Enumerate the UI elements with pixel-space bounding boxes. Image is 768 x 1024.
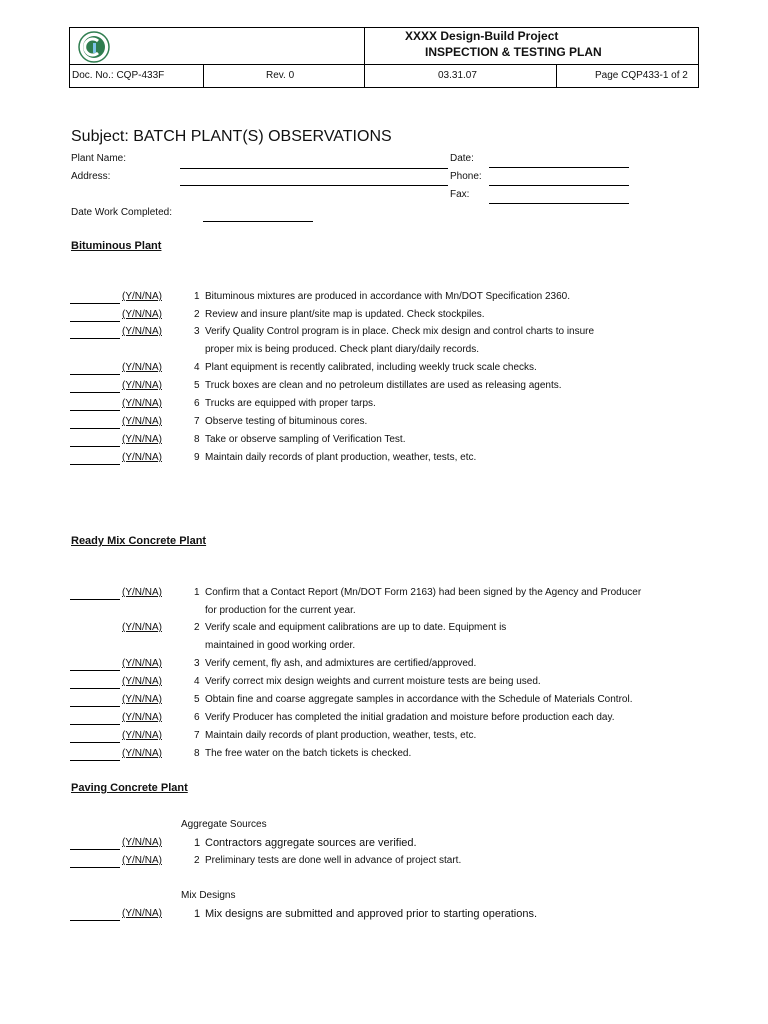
item-number: 2	[194, 622, 200, 633]
address-label: Address:	[71, 171, 111, 182]
item-text: Review and insure plant/site map is updated. Check stockpiles.	[205, 309, 485, 320]
item-number: 3	[194, 658, 200, 669]
response-blank[interactable]	[70, 428, 120, 429]
item-number: 4	[194, 676, 200, 687]
response-blank[interactable]	[70, 392, 120, 393]
item-number: 5	[194, 380, 200, 391]
aggregate-sources-heading: Aggregate Sources	[181, 819, 267, 830]
yes-no-na-option[interactable]: (Y/N/NA)	[122, 622, 162, 633]
item-text: Plant equipment is recently calibrated, including weekly truck scale checks.	[205, 362, 537, 373]
item-number: 8	[194, 748, 200, 759]
plan-title: INSPECTION & TESTING PLAN	[425, 45, 602, 59]
plant-name-field[interactable]	[180, 168, 448, 169]
plant-name-label: Plant Name:	[71, 153, 127, 164]
date-work-completed-label: Date Work Completed:	[71, 207, 172, 218]
item-text: Confirm that a Contact Report (Mn/DOT Form 2163) had been signed by the Agency and Producer	[205, 587, 642, 598]
date-label: Date:	[450, 153, 474, 164]
item-text: Trucks are equipped with proper tarps.	[205, 398, 376, 409]
item-number: 5	[194, 694, 200, 705]
item-text: Observe testing of bituminous cores.	[205, 416, 368, 427]
yes-no-na-option[interactable]: (Y/N/NA)	[122, 712, 162, 723]
revision: Rev. 0	[266, 70, 295, 81]
yes-no-na-option[interactable]: (Y/N/NA)	[122, 291, 162, 302]
item-text: Bituminous mixtures are produced in accordance with Mn/DOT Specification 2360.	[205, 291, 570, 302]
item-number: 4	[194, 362, 200, 373]
response-blank[interactable]	[70, 321, 120, 322]
item-number: 1	[194, 291, 200, 302]
item-text: Verify correct mix design weights and current moisture tests are being used.	[205, 676, 541, 687]
yes-no-na-option[interactable]: (Y/N/NA)	[122, 362, 162, 373]
yes-no-na-option[interactable]: (Y/N/NA)	[122, 416, 162, 427]
yes-no-na-option[interactable]: (Y/N/NA)	[122, 908, 162, 919]
yes-no-na-option[interactable]: (Y/N/NA)	[122, 694, 162, 705]
response-blank[interactable]	[70, 688, 120, 689]
item-text: Mix designs are submitted and approved prior to starting operations.	[205, 908, 538, 920]
yes-no-na-option[interactable]: (Y/N/NA)	[122, 434, 162, 445]
item-text-continued: maintained in good working order.	[205, 640, 356, 651]
yes-no-na-option[interactable]: (Y/N/NA)	[122, 309, 162, 320]
item-number: 6	[194, 712, 200, 723]
fax-label: Fax:	[450, 189, 470, 200]
paving-section-title: Paving Concrete Plant	[71, 782, 188, 794]
response-blank[interactable]	[70, 867, 120, 868]
header-date: 03.31.07	[438, 70, 477, 81]
doc-number: Doc. No.: CQP-433F	[72, 70, 165, 81]
item-number: 6	[194, 398, 200, 409]
yes-no-na-option[interactable]: (Y/N/NA)	[122, 658, 162, 669]
yes-no-na-option[interactable]: (Y/N/NA)	[122, 380, 162, 391]
response-blank[interactable]	[70, 706, 120, 707]
item-number: 3	[194, 326, 200, 337]
phone-label: Phone:	[450, 171, 482, 182]
item-number: 8	[194, 434, 200, 445]
response-blank[interactable]	[70, 464, 120, 465]
yes-no-na-option[interactable]: (Y/N/NA)	[122, 587, 162, 598]
fax-field[interactable]	[489, 203, 629, 204]
response-blank[interactable]	[70, 446, 120, 447]
item-number: 7	[194, 416, 200, 427]
item-text: Take or observe sampling of Verification Test.	[205, 434, 406, 445]
item-text: Verify scale and equipment calibrations are up to date. Equipment is	[205, 622, 507, 633]
item-number: 1	[194, 587, 200, 598]
item-number: 2	[194, 855, 200, 866]
item-text-continued: for production for the current year.	[205, 605, 356, 616]
mix-designs-heading: Mix Designs	[181, 890, 236, 901]
yes-no-na-option[interactable]: (Y/N/NA)	[122, 855, 162, 866]
item-text: The free water on the batch tickets is checked.	[205, 748, 412, 759]
response-blank[interactable]	[70, 670, 120, 671]
response-blank[interactable]	[70, 760, 120, 761]
response-blank[interactable]	[70, 724, 120, 725]
date-work-completed-field[interactable]	[203, 221, 313, 222]
response-blank[interactable]	[70, 410, 120, 411]
item-number: 9	[194, 452, 200, 463]
item-text: Maintain daily records of plant production, weather, tests, etc.	[205, 730, 477, 741]
yes-no-na-option[interactable]: (Y/N/NA)	[122, 398, 162, 409]
address-field[interactable]	[180, 185, 448, 186]
response-blank[interactable]	[70, 849, 120, 850]
phone-field[interactable]	[489, 185, 629, 186]
item-text: Verify Producer has completed the initial gradation and moisture before production each day.	[205, 712, 615, 723]
response-blank[interactable]	[70, 742, 120, 743]
response-blank[interactable]	[70, 338, 120, 339]
yes-no-na-option[interactable]: (Y/N/NA)	[122, 676, 162, 687]
item-number: 7	[194, 730, 200, 741]
item-text: Contractors aggregate sources are verified.	[205, 837, 417, 849]
bituminous-section-title: Bituminous Plant	[71, 240, 162, 252]
item-text: Truck boxes are clean and no petroleum distillates are used as releasing agents.	[205, 380, 562, 391]
yes-no-na-option[interactable]: (Y/N/NA)	[122, 452, 162, 463]
yes-no-na-option[interactable]: (Y/N/NA)	[122, 730, 162, 741]
item-text-continued: proper mix is being produced. Check plant diary/daily records.	[205, 344, 480, 355]
yes-no-na-option[interactable]: (Y/N/NA)	[122, 326, 162, 337]
page-number: Page CQP433-1 of 2	[595, 70, 688, 81]
response-blank[interactable]	[70, 920, 120, 921]
item-text: Preliminary tests are done well in advance of project start.	[205, 855, 462, 866]
date-field[interactable]	[489, 167, 629, 168]
item-number: 1	[194, 837, 201, 849]
yes-no-na-option[interactable]: (Y/N/NA)	[122, 837, 162, 848]
item-text: Verify Quality Control program is in place. Check mix design and control charts to insure	[205, 326, 595, 337]
ready-mix-section-title: Ready Mix Concrete Plant	[71, 535, 207, 547]
item-text: Maintain daily records of plant production, weather, tests, etc.	[205, 452, 477, 463]
item-text: Obtain fine and coarse aggregate samples in accordance with the Schedule of Materials Control.	[205, 694, 633, 705]
yes-no-na-option[interactable]: (Y/N/NA)	[122, 748, 162, 759]
item-number: 1	[194, 908, 201, 920]
response-blank[interactable]	[70, 374, 120, 375]
document-header	[69, 27, 699, 88]
subject-title: Subject: BATCH PLANT(S) OBSERVATIONS	[71, 128, 392, 145]
response-blank[interactable]	[70, 303, 120, 304]
project-title: XXXX Design-Build Project	[405, 29, 559, 43]
company-logo-icon	[78, 31, 110, 63]
item-text: Verify cement, fly ash, and admixtures are certified/approved.	[205, 658, 477, 669]
response-blank[interactable]	[70, 599, 120, 600]
item-number: 2	[194, 309, 200, 320]
